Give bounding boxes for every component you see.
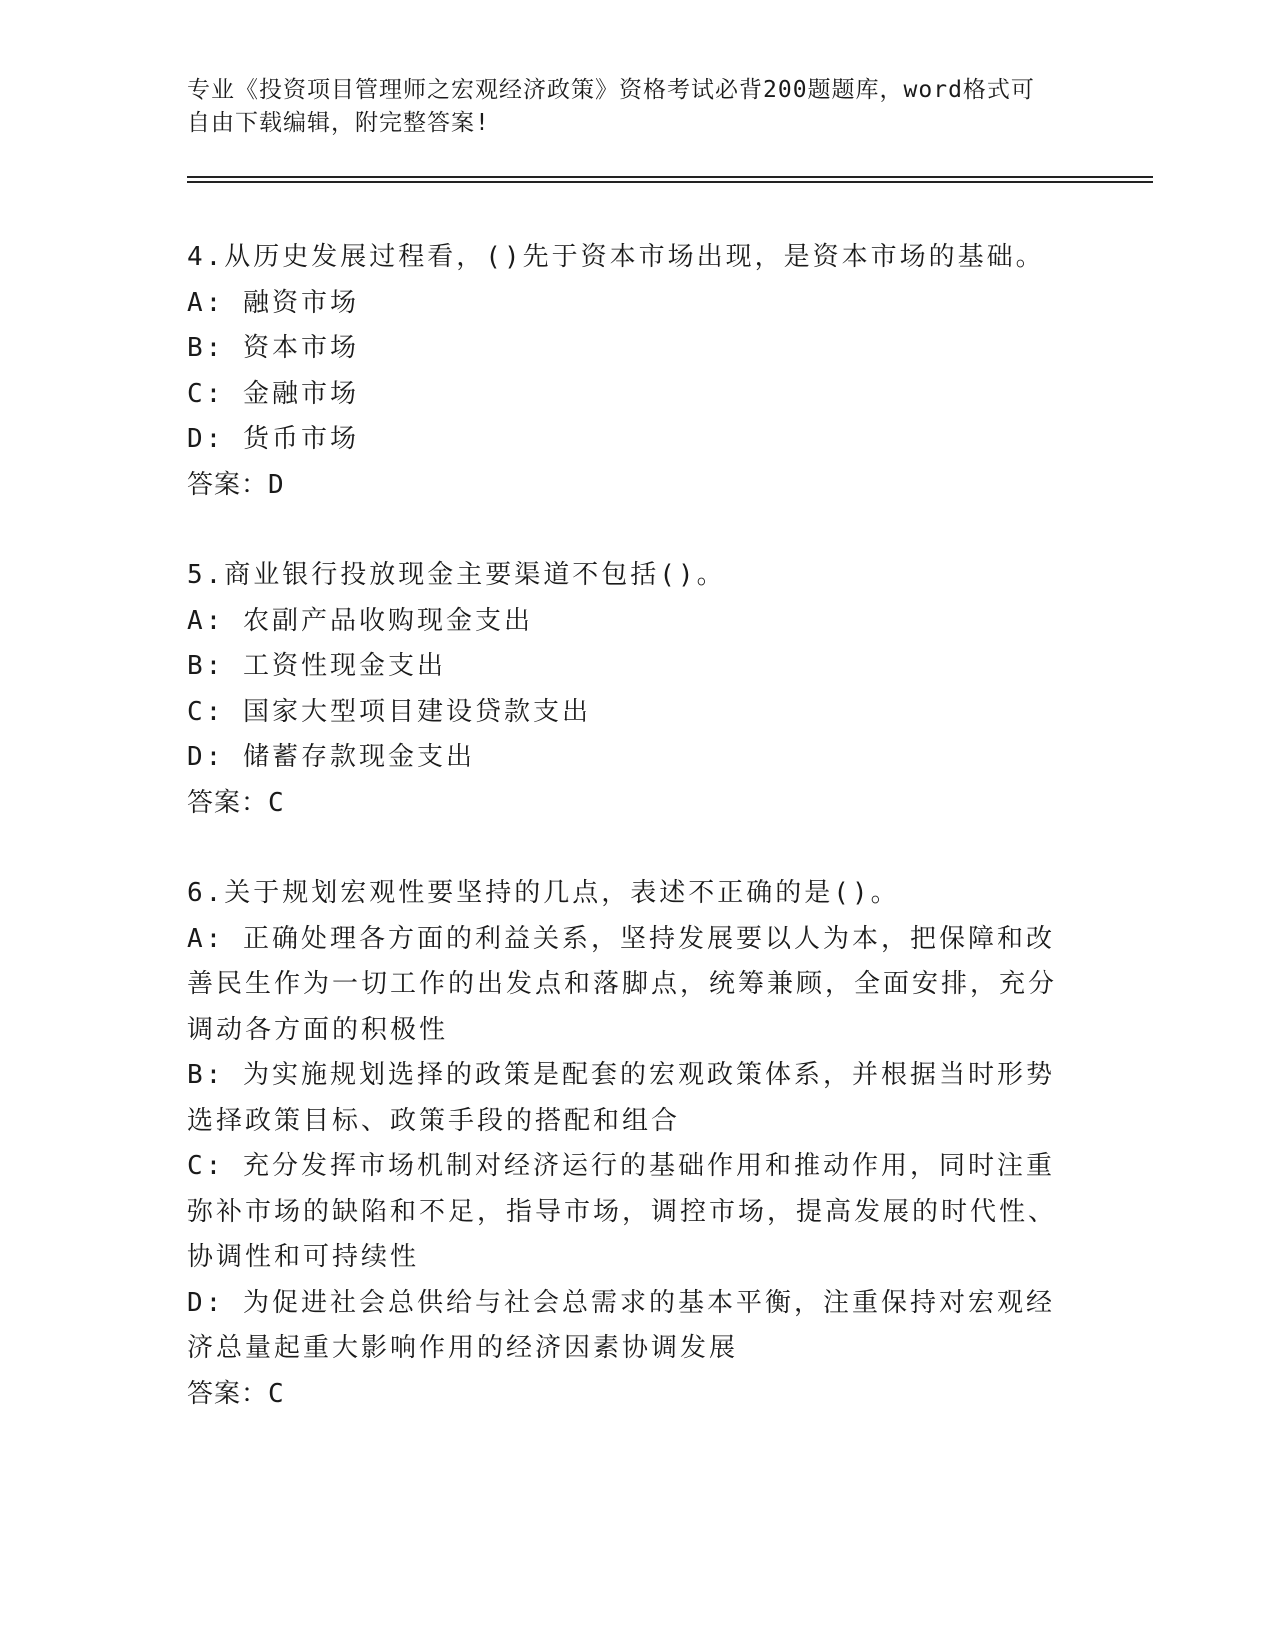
question-5 bbox=[187, 553, 1067, 826]
answer bbox=[187, 463, 1067, 509]
option-c: C: 金融市场 bbox=[187, 378, 359, 409]
option-c: C: 充分发挥市场机制对经济运行的基础作用和推动作用，同时注重弥补市场的缺陷和不足，指导市场，调控市场，提高发展的时代性、协调性和可持续性 bbox=[187, 1151, 1058, 1272]
answer-value: C bbox=[268, 787, 285, 818]
answer-label: 答案： bbox=[187, 1378, 269, 1409]
option-d: D: 为促进社会总供给与社会总需求的基本平衡，注重保持对宏观经济总量起重大影响作用的经济因素协调发展 bbox=[187, 1287, 1055, 1363]
option-d: D: 储蓄存款现金支出 bbox=[187, 742, 475, 772]
document-header bbox=[187, 74, 1067, 140]
option-b: B: 资本市场 bbox=[187, 333, 359, 363]
question-stem: 5.商业银行投放现金主要渠道不包括()。 bbox=[187, 560, 726, 590]
answer-label: 答案： bbox=[187, 787, 269, 818]
question-stem: 6.关于规划宏观性要坚持的几点，表述不正确的是()。 bbox=[187, 878, 900, 908]
option-c: C: 国家大型项目建设贷款支出 bbox=[187, 696, 591, 727]
answer bbox=[187, 1372, 1067, 1418]
question-stem: 4.从历史发展过程看，()先于资本市场出现，是资本市场的基础。 bbox=[187, 242, 1045, 272]
option-a: A: 融资市场 bbox=[187, 287, 359, 318]
answer bbox=[187, 781, 1067, 827]
option-a: A: 正确处理各方面的利益关系，坚持发展要以人为本，把保障和改善民生作为一切工作的出发点和落脚点，统筹兼顾，全面安排，充分调动各方面的积极性 bbox=[187, 923, 1058, 1045]
header-divider-bottom bbox=[187, 181, 1153, 183]
option-d: D: 货币市场 bbox=[187, 424, 359, 454]
answer-value: D bbox=[268, 469, 285, 500]
option-b: B: 工资性现金支出 bbox=[187, 651, 446, 681]
header-title-line-2: 自由下载编辑，附完整答案! bbox=[187, 110, 490, 136]
header-title-line-1: 专业《投资项目管理师之宏观经济政策》资格考试必背200题题库，word格式可 bbox=[187, 77, 1035, 103]
answer-label: 答案： bbox=[187, 469, 269, 500]
option-b: B: 为实施规划选择的政策是配套的宏观政策体系，并根据当时形势选择政策目标、政策手段的搭配和组合 bbox=[187, 1060, 1055, 1136]
answer-value: C bbox=[268, 1378, 285, 1409]
option-a: A: 农副产品收购现金支出 bbox=[187, 605, 533, 636]
header-divider-top bbox=[187, 176, 1153, 178]
question-4 bbox=[187, 235, 1067, 508]
question-6 bbox=[187, 871, 1067, 1417]
